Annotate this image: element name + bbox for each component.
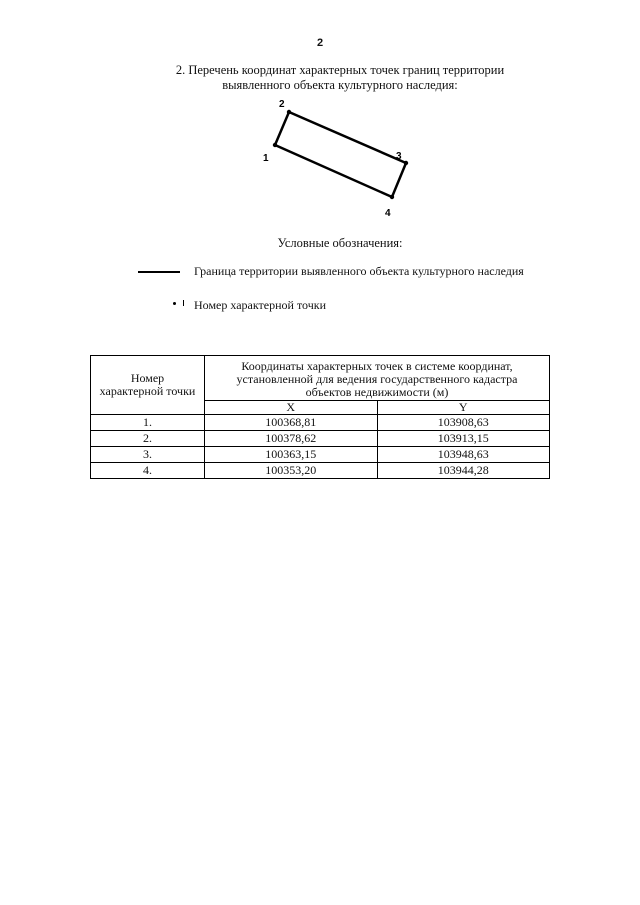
section-heading bbox=[0, 63, 640, 93]
cell-y: 103948,63 bbox=[377, 447, 550, 463]
cell-point-number: 3. bbox=[91, 447, 205, 463]
point-label-4: 4 bbox=[385, 208, 391, 219]
cell-x: 100353,20 bbox=[205, 463, 378, 479]
header-point-line-2: характерной точки bbox=[99, 384, 196, 398]
table-row bbox=[91, 447, 550, 463]
cell-point-number: 1. bbox=[91, 415, 205, 431]
header-coordinates bbox=[205, 356, 550, 401]
header-point-number bbox=[91, 356, 205, 415]
point-marker-2 bbox=[287, 110, 291, 114]
header-coord-line-1: Координаты характерных точек в системе координат, bbox=[241, 359, 513, 373]
header-coord-line-2: установленной для ведения государственного кадастра bbox=[236, 372, 518, 386]
legend-point-label: Номер характерной точки bbox=[194, 298, 326, 312]
point-marker-1 bbox=[273, 143, 277, 147]
legend-boundary-label: Граница территории выявленного объекта культурного наследия bbox=[194, 264, 524, 278]
table-row bbox=[91, 431, 550, 447]
legend-title: Условные обозначения: bbox=[277, 236, 403, 250]
heading-line-2: выявленного объекта культурного наследия: bbox=[222, 78, 458, 92]
cell-y: 103944,28 bbox=[377, 463, 550, 479]
header-coord-line-3: объектов недвижимости (м) bbox=[305, 385, 449, 399]
legend-item-boundary bbox=[138, 264, 524, 279]
cell-point-number: 4. bbox=[91, 463, 205, 479]
coordinates-table bbox=[90, 355, 550, 479]
cell-x: 100368,81 bbox=[205, 415, 378, 431]
boundary-diagram bbox=[255, 95, 425, 220]
cell-point-number: 2. bbox=[91, 431, 205, 447]
point-marker-3 bbox=[404, 161, 408, 165]
point-label-2: 2 bbox=[279, 99, 285, 110]
cell-y: 103913,15 bbox=[377, 431, 550, 447]
heading-line-1: 2. Перечень координат характерных точек границ территории bbox=[175, 63, 505, 77]
cell-y: 103908,63 bbox=[377, 415, 550, 431]
table-header-row bbox=[91, 356, 550, 401]
header-point-line-1: Номер bbox=[130, 371, 165, 385]
cell-x: 100363,15 bbox=[205, 447, 378, 463]
page-number: 2 bbox=[316, 37, 324, 49]
point-dot-icon bbox=[173, 302, 176, 305]
boundary-polygon bbox=[275, 112, 406, 197]
legend-item-point bbox=[138, 298, 326, 313]
header-y: Y bbox=[377, 401, 550, 415]
point-label-3: 3 bbox=[396, 151, 402, 162]
point-tick-icon bbox=[183, 300, 184, 306]
point-symbol bbox=[138, 300, 180, 312]
cell-x: 100378,62 bbox=[205, 431, 378, 447]
table-row bbox=[91, 415, 550, 431]
header-x: X bbox=[205, 401, 378, 415]
point-label-1: 1 bbox=[263, 153, 269, 164]
boundary-line-symbol bbox=[138, 271, 180, 273]
point-marker-4 bbox=[390, 195, 394, 199]
table-row bbox=[91, 463, 550, 479]
